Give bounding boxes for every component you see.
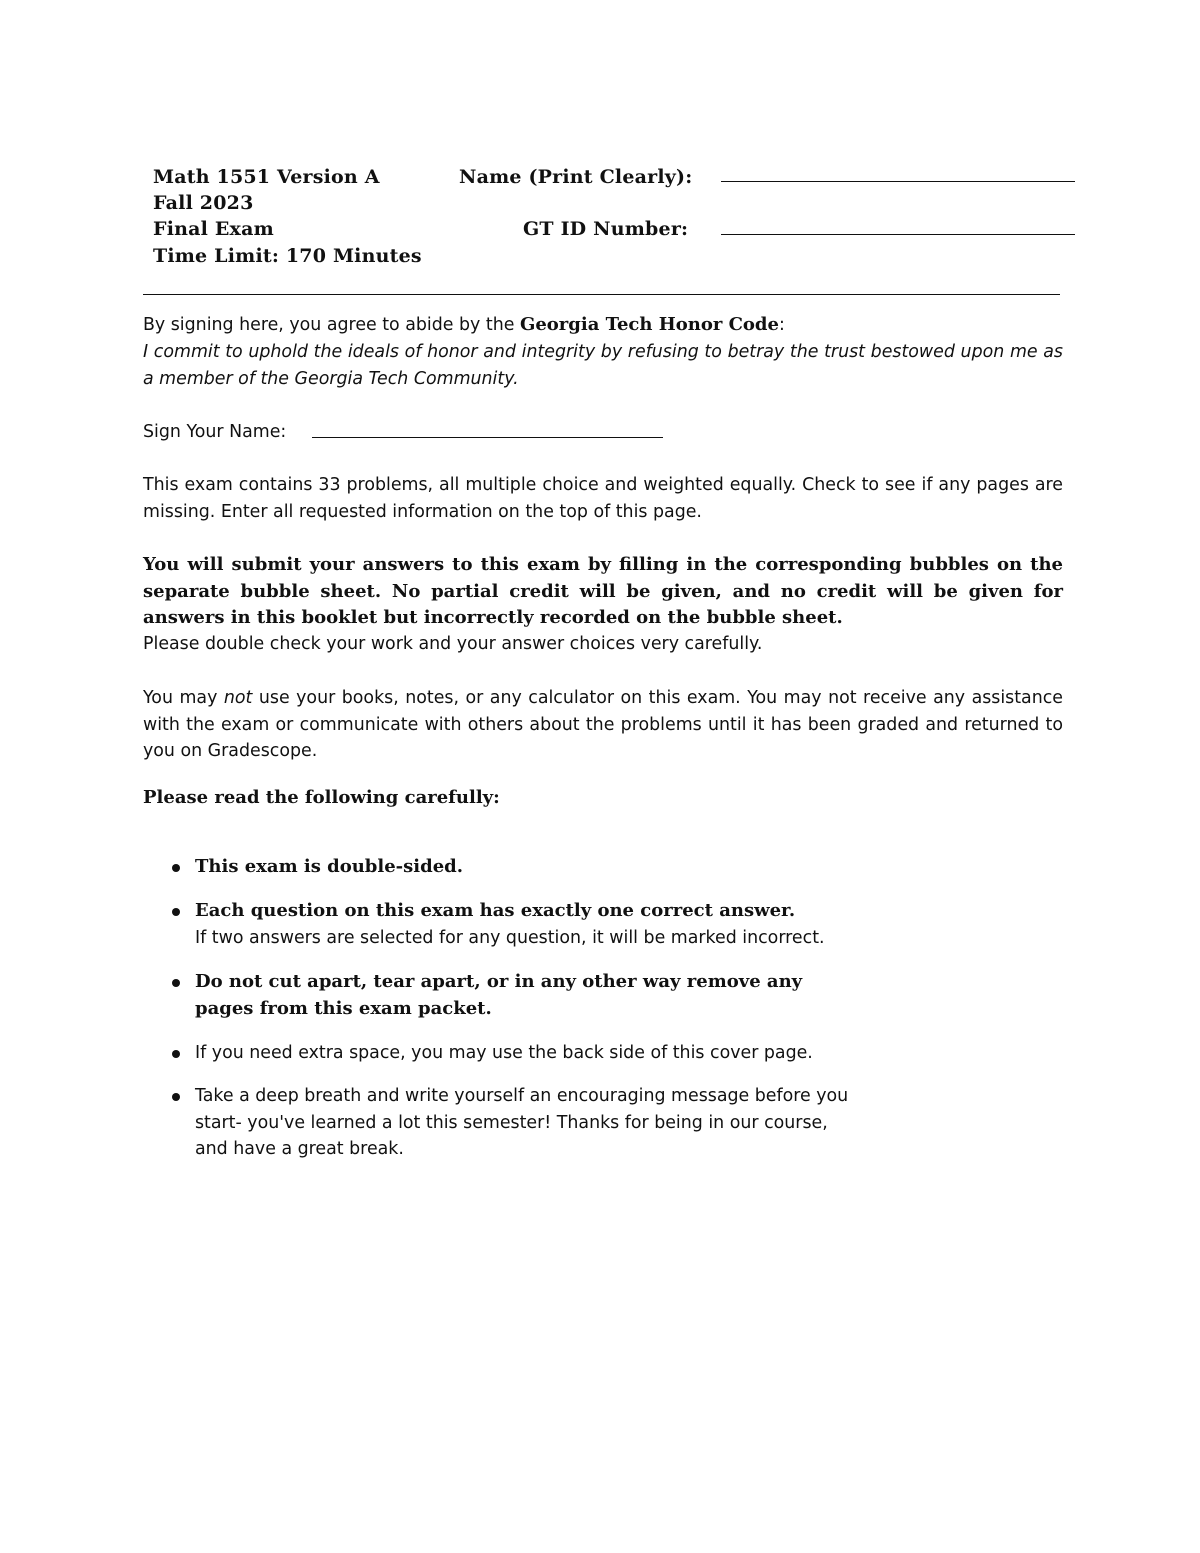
bullet-icon [172, 979, 180, 987]
bullet-one-answer-bold: Each question on this exam has exactly one correct answer. [195, 900, 796, 921]
gt-id-field-line[interactable] [721, 234, 1075, 235]
honor-code-name: Georgia Tech Honor Code [519, 314, 779, 335]
honor-intro-colon: : [778, 315, 785, 335]
bullet-icon [172, 1093, 180, 1101]
double-check-note: Please double check your work and your answer choices very carefully. [143, 634, 763, 654]
name-label: Name (Print Clearly): [459, 166, 693, 188]
bullet-no-remove: Do not cut apart, tear apart, or in any other way remove any pages from this exam packet. [195, 971, 803, 1019]
course-title: Math 1551 Version A [153, 166, 380, 188]
time-limit: Time Limit: 170 Minutes [153, 245, 422, 267]
bullet-double-sided: This exam is double-sided. [195, 856, 464, 877]
submission-instructions: You will submit your answers to this exam by filling in the corresponding bubbles on the separate bubble sheet. No partial credit will be given, and no credit will be given for answers in this booklet but incorrectly recorded on the bubble sheet. [143, 554, 1063, 628]
term: Fall 2023 [153, 192, 254, 214]
signature-line[interactable] [312, 437, 663, 438]
exam-rules [143, 685, 1063, 765]
honor-pledge: I commit to uphold the ideals of honor and integrity by refusing to betray the trust bestowed upon me as a member of the Georgia Tech Community. [143, 342, 1063, 389]
bullet-extra-space: If you need extra space, you may use the back side of this cover page. [195, 1043, 813, 1063]
exam-contents-note: This exam contains 33 problems, all multiple choice and weighted equally. Check to see if any pages are missing. Enter all requested information on the top of this page. [143, 475, 1063, 522]
bullet-icon [172, 908, 180, 916]
name-field-line[interactable] [721, 181, 1075, 182]
honor-code-intro [143, 312, 1063, 339]
header-divider [143, 294, 1060, 295]
bullet-one-answer-note: If two answers are selected for any question, it will be marked incorrect. [195, 927, 825, 948]
bullet-icon [172, 1050, 180, 1058]
read-carefully-heading: Please read the following carefully: [143, 787, 500, 808]
sign-label: Sign Your Name: [143, 422, 287, 442]
bullet-one-answer [195, 898, 865, 951]
exam-type: Final Exam [153, 218, 274, 240]
gt-id-label: GT ID Number: [523, 218, 689, 240]
rules-suffix: use your books, notes, or any calculator on this exam. You may not receive any assistance with the exam or communicate with others about the problems until it has been graded and returned to you on Gradescope. [143, 688, 1063, 761]
rules-prefix: You may [143, 688, 224, 708]
bullet-encouragement: Take a deep breath and write yourself an encouraging message before you start- you've learned a lot this semester! Thanks for being in our course, and have a great break. [195, 1086, 849, 1159]
honor-intro-text: By signing here, you agree to abide by the [143, 315, 520, 335]
bullet-icon [172, 864, 180, 872]
rules-not: not [223, 688, 253, 708]
